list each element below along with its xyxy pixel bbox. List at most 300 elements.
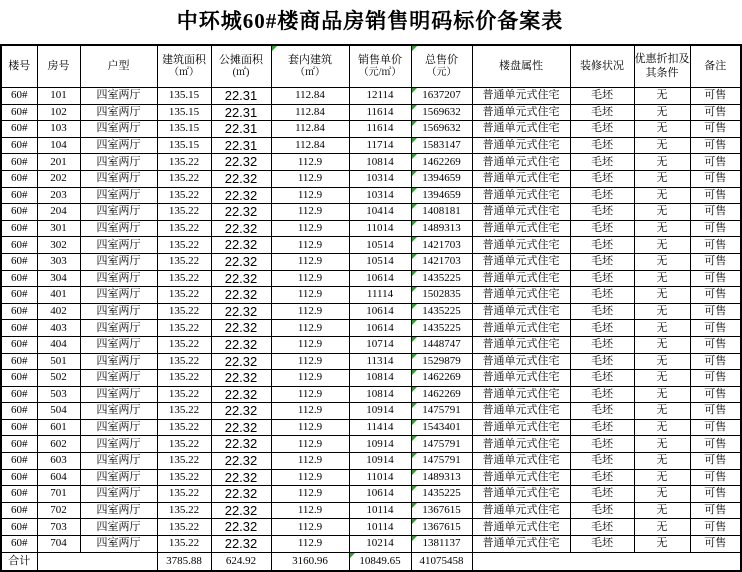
cell-unit-price[interactable]: 10614 <box>349 270 411 287</box>
cell-building[interactable]: 60# <box>1 419 37 436</box>
cell-room[interactable]: 101 <box>37 88 80 105</box>
cell-unit-price[interactable]: 11614 <box>349 104 411 121</box>
cell-unit-price[interactable]: 10914 <box>349 403 411 420</box>
total-area-cell[interactable]: 3785.88 <box>157 552 211 571</box>
cell-unit-price[interactable]: 10114 <box>349 502 411 519</box>
cell-area[interactable]: 135.22 <box>157 303 211 320</box>
cell-room[interactable]: 603 <box>37 453 80 470</box>
cell-discount[interactable]: 无 <box>634 303 690 320</box>
cell-decoration[interactable]: 毛坯 <box>570 287 634 304</box>
cell-area[interactable]: 135.15 <box>157 104 211 121</box>
cell-inner-area[interactable]: 112.9 <box>271 253 349 270</box>
cell-inner-area[interactable]: 112.84 <box>271 137 349 154</box>
cell-decoration[interactable]: 毛坯 <box>570 336 634 353</box>
cell-discount[interactable]: 无 <box>634 253 690 270</box>
cell-shared-area[interactable]: 22.32 <box>211 386 271 403</box>
cell-area[interactable]: 135.22 <box>157 453 211 470</box>
cell-property-type[interactable]: 普通单元式住宅 <box>472 486 570 503</box>
cell-unit-price[interactable]: 11614 <box>349 121 411 138</box>
cell-total-price[interactable]: 1543401 <box>411 419 472 436</box>
cell-decoration[interactable]: 毛坯 <box>570 469 634 486</box>
cell-unit-price[interactable]: 10314 <box>349 187 411 204</box>
cell-remark[interactable]: 可售 <box>690 187 741 204</box>
cell-remark[interactable]: 可售 <box>690 137 741 154</box>
cell-property-type[interactable]: 普通单元式住宅 <box>472 220 570 237</box>
cell-area[interactable]: 135.22 <box>157 536 211 553</box>
column-header-unit-price[interactable] <box>349 45 411 88</box>
cell-shared-area[interactable]: 22.31 <box>211 104 271 121</box>
cell-unit-price[interactable]: 11014 <box>349 469 411 486</box>
cell-property-type[interactable]: 普通单元式住宅 <box>472 403 570 420</box>
cell-room[interactable]: 102 <box>37 104 80 121</box>
cell-shared-area[interactable]: 22.32 <box>211 353 271 370</box>
cell-unit-price[interactable]: 10514 <box>349 237 411 254</box>
cell-inner-area[interactable]: 112.9 <box>271 370 349 387</box>
cell-total-price[interactable]: 1421703 <box>411 253 472 270</box>
cell-discount[interactable]: 无 <box>634 469 690 486</box>
cell-discount[interactable]: 无 <box>634 453 690 470</box>
cell-inner-area[interactable]: 112.9 <box>271 187 349 204</box>
cell-remark[interactable]: 可售 <box>690 104 741 121</box>
cell-inner-area[interactable]: 112.9 <box>271 536 349 553</box>
cell-remark[interactable]: 可售 <box>690 502 741 519</box>
cell-area[interactable]: 135.22 <box>157 386 211 403</box>
cell-property-type[interactable]: 普通单元式住宅 <box>472 137 570 154</box>
cell-area[interactable]: 135.22 <box>157 237 211 254</box>
cell-shared-area[interactable]: 22.31 <box>211 137 271 154</box>
cell-room[interactable]: 704 <box>37 536 80 553</box>
cell-discount[interactable]: 无 <box>634 336 690 353</box>
cell-building[interactable]: 60# <box>1 303 37 320</box>
cell-property-type[interactable]: 普通单元式住宅 <box>472 386 570 403</box>
cell-total-price[interactable]: 1569632 <box>411 104 472 121</box>
cell-inner-area[interactable]: 112.84 <box>271 88 349 105</box>
cell-property-type[interactable]: 普通单元式住宅 <box>472 287 570 304</box>
cell-remark[interactable]: 可售 <box>690 270 741 287</box>
column-header-inner-area[interactable] <box>271 45 349 88</box>
cell-decoration[interactable]: 毛坯 <box>570 137 634 154</box>
cell-unit-price[interactable]: 11114 <box>349 287 411 304</box>
cell-decoration[interactable]: 毛坯 <box>570 502 634 519</box>
cell-unit-price[interactable]: 10514 <box>349 253 411 270</box>
cell-room[interactable]: 702 <box>37 502 80 519</box>
cell-area[interactable]: 135.22 <box>157 336 211 353</box>
column-header-building[interactable] <box>1 45 37 88</box>
cell-decoration[interactable]: 毛坯 <box>570 88 634 105</box>
cell-area[interactable]: 135.22 <box>157 353 211 370</box>
cell-total-price[interactable]: 1435225 <box>411 320 472 337</box>
cell-layout[interactable]: 四室两厅 <box>80 519 157 536</box>
cell-decoration[interactable]: 毛坯 <box>570 403 634 420</box>
cell-layout[interactable]: 四室两厅 <box>80 336 157 353</box>
cell-area[interactable]: 135.22 <box>157 370 211 387</box>
cell-shared-area[interactable]: 22.32 <box>211 469 271 486</box>
cell-building[interactable]: 60# <box>1 121 37 138</box>
cell-decoration[interactable]: 毛坯 <box>570 519 634 536</box>
cell-area[interactable]: 135.22 <box>157 270 211 287</box>
cell-area[interactable]: 135.15 <box>157 88 211 105</box>
cell-room[interactable]: 501 <box>37 353 80 370</box>
cell-room[interactable]: 203 <box>37 187 80 204</box>
cell-shared-area[interactable]: 22.32 <box>211 336 271 353</box>
cell-shared-area[interactable]: 22.32 <box>211 253 271 270</box>
cell-building[interactable]: 60# <box>1 170 37 187</box>
cell-property-type[interactable]: 普通单元式住宅 <box>472 469 570 486</box>
cell-layout[interactable]: 四室两厅 <box>80 88 157 105</box>
cell-decoration[interactable]: 毛坯 <box>570 170 634 187</box>
cell-unit-price[interactable]: 10314 <box>349 170 411 187</box>
cell-discount[interactable]: 无 <box>634 502 690 519</box>
cell-shared-area[interactable]: 22.32 <box>211 204 271 221</box>
cell-unit-price[interactable]: 10914 <box>349 453 411 470</box>
cell-remark[interactable]: 可售 <box>690 436 741 453</box>
cell-remark[interactable]: 可售 <box>690 486 741 503</box>
cell-area[interactable]: 135.22 <box>157 436 211 453</box>
cell-inner-area[interactable]: 112.9 <box>271 353 349 370</box>
cell-area[interactable]: 135.15 <box>157 137 211 154</box>
cell-remark[interactable]: 可售 <box>690 370 741 387</box>
cell-decoration[interactable]: 毛坯 <box>570 353 634 370</box>
column-header-remark[interactable] <box>690 45 741 88</box>
cell-discount[interactable]: 无 <box>634 436 690 453</box>
cell-remark[interactable]: 可售 <box>690 237 741 254</box>
cell-discount[interactable]: 无 <box>634 121 690 138</box>
cell-discount[interactable]: 无 <box>634 287 690 304</box>
cell-remark[interactable]: 可售 <box>690 287 741 304</box>
cell-layout[interactable]: 四室两厅 <box>80 370 157 387</box>
cell-inner-area[interactable]: 112.9 <box>271 237 349 254</box>
cell-inner-area[interactable]: 112.9 <box>271 154 349 171</box>
cell-shared-area[interactable]: 22.32 <box>211 370 271 387</box>
cell-area[interactable]: 135.22 <box>157 486 211 503</box>
cell-area[interactable]: 135.22 <box>157 170 211 187</box>
cell-layout[interactable]: 四室两厅 <box>80 502 157 519</box>
cell-shared-area[interactable]: 22.31 <box>211 121 271 138</box>
cell-room[interactable]: 302 <box>37 237 80 254</box>
cell-room[interactable]: 503 <box>37 386 80 403</box>
cell-discount[interactable]: 无 <box>634 519 690 536</box>
cell-layout[interactable]: 四室两厅 <box>80 386 157 403</box>
cell-layout[interactable]: 四室两厅 <box>80 303 157 320</box>
cell-layout[interactable]: 四室两厅 <box>80 154 157 171</box>
cell-property-type[interactable]: 普通单元式住宅 <box>472 336 570 353</box>
column-header-total-price[interactable] <box>411 45 472 88</box>
cell-layout[interactable]: 四室两厅 <box>80 536 157 553</box>
cell-room[interactable]: 202 <box>37 170 80 187</box>
cell-building[interactable]: 60# <box>1 453 37 470</box>
cell-remark[interactable]: 可售 <box>690 403 741 420</box>
cell-shared-area[interactable]: 22.32 <box>211 170 271 187</box>
cell-room[interactable]: 602 <box>37 436 80 453</box>
cell-discount[interactable]: 无 <box>634 419 690 436</box>
cell-decoration[interactable]: 毛坯 <box>570 320 634 337</box>
cell-area[interactable]: 135.22 <box>157 320 211 337</box>
cell-property-type[interactable]: 普通单元式住宅 <box>472 419 570 436</box>
cell-decoration[interactable]: 毛坯 <box>570 270 634 287</box>
cell-inner-area[interactable]: 112.84 <box>271 121 349 138</box>
cell-room[interactable]: 703 <box>37 519 80 536</box>
cell-shared-area[interactable]: 22.32 <box>211 453 271 470</box>
cell-property-type[interactable]: 普通单元式住宅 <box>472 502 570 519</box>
cell-building[interactable]: 60# <box>1 154 37 171</box>
cell-decoration[interactable]: 毛坯 <box>570 536 634 553</box>
cell-decoration[interactable]: 毛坯 <box>570 386 634 403</box>
cell-total-price[interactable]: 1435225 <box>411 270 472 287</box>
cell-property-type[interactable]: 普通单元式住宅 <box>472 121 570 138</box>
cell-property-type[interactable]: 普通单元式住宅 <box>472 154 570 171</box>
cell-building[interactable]: 60# <box>1 187 37 204</box>
cell-unit-price[interactable]: 11714 <box>349 137 411 154</box>
cell-building[interactable]: 60# <box>1 353 37 370</box>
cell-area[interactable]: 135.22 <box>157 204 211 221</box>
cell-building[interactable]: 60# <box>1 519 37 536</box>
cell-inner-area[interactable]: 112.9 <box>271 486 349 503</box>
cell-layout[interactable]: 四室两厅 <box>80 237 157 254</box>
cell-decoration[interactable]: 毛坯 <box>570 436 634 453</box>
cell-remark[interactable]: 可售 <box>690 386 741 403</box>
cell-discount[interactable]: 无 <box>634 270 690 287</box>
cell-remark[interactable]: 可售 <box>690 536 741 553</box>
cell-shared-area[interactable]: 22.32 <box>211 270 271 287</box>
cell-inner-area[interactable]: 112.9 <box>271 469 349 486</box>
cell-room[interactable]: 204 <box>37 204 80 221</box>
cell-inner-area[interactable]: 112.9 <box>271 436 349 453</box>
cell-building[interactable]: 60# <box>1 386 37 403</box>
cell-unit-price[interactable]: 10914 <box>349 436 411 453</box>
cell-inner-area[interactable]: 112.9 <box>271 287 349 304</box>
total-shared-area-cell[interactable]: 624.92 <box>211 552 271 571</box>
cell-unit-price[interactable]: 10414 <box>349 204 411 221</box>
cell-unit-price[interactable]: 10114 <box>349 519 411 536</box>
cell-total-price[interactable]: 1529879 <box>411 353 472 370</box>
cell-total-price[interactable]: 1367615 <box>411 502 472 519</box>
cell-room[interactable]: 201 <box>37 154 80 171</box>
cell-remark[interactable]: 可售 <box>690 469 741 486</box>
cell-shared-area[interactable]: 22.32 <box>211 519 271 536</box>
cell-shared-area[interactable]: 22.32 <box>211 303 271 320</box>
cell-room[interactable]: 402 <box>37 303 80 320</box>
cell-inner-area[interactable]: 112.9 <box>271 170 349 187</box>
cell-decoration[interactable]: 毛坯 <box>570 237 634 254</box>
total-merged-empty-cell[interactable] <box>37 552 157 571</box>
cell-discount[interactable]: 无 <box>634 536 690 553</box>
cell-unit-price[interactable]: 11014 <box>349 220 411 237</box>
cell-total-price[interactable]: 1475791 <box>411 436 472 453</box>
cell-property-type[interactable]: 普通单元式住宅 <box>472 453 570 470</box>
cell-property-type[interactable]: 普通单元式住宅 <box>472 88 570 105</box>
cell-property-type[interactable]: 普通单元式住宅 <box>472 204 570 221</box>
cell-remark[interactable]: 可售 <box>690 154 741 171</box>
cell-layout[interactable]: 四室两厅 <box>80 320 157 337</box>
cell-shared-area[interactable]: 22.32 <box>211 320 271 337</box>
cell-inner-area[interactable]: 112.9 <box>271 502 349 519</box>
cell-decoration[interactable]: 毛坯 <box>570 486 634 503</box>
cell-inner-area[interactable]: 112.84 <box>271 104 349 121</box>
cell-discount[interactable]: 无 <box>634 403 690 420</box>
cell-property-type[interactable]: 普通单元式住宅 <box>472 436 570 453</box>
cell-total-price[interactable]: 1421703 <box>411 237 472 254</box>
cell-unit-price[interactable]: 10614 <box>349 320 411 337</box>
cell-discount[interactable]: 无 <box>634 237 690 254</box>
cell-discount[interactable]: 无 <box>634 320 690 337</box>
cell-total-price[interactable]: 1435225 <box>411 486 472 503</box>
column-header-area[interactable] <box>157 45 211 88</box>
cell-layout[interactable]: 四室两厅 <box>80 287 157 304</box>
cell-shared-area[interactable]: 22.31 <box>211 88 271 105</box>
cell-layout[interactable]: 四室两厅 <box>80 187 157 204</box>
cell-inner-area[interactable]: 112.9 <box>271 419 349 436</box>
cell-remark[interactable]: 可售 <box>690 88 741 105</box>
cell-layout[interactable]: 四室两厅 <box>80 469 157 486</box>
total-inner-area-cell[interactable]: 3160.96 <box>271 552 349 571</box>
total-right-empty-cell[interactable] <box>472 552 741 571</box>
cell-building[interactable]: 60# <box>1 237 37 254</box>
cell-shared-area[interactable]: 22.32 <box>211 187 271 204</box>
cell-building[interactable]: 60# <box>1 436 37 453</box>
cell-inner-area[interactable]: 112.9 <box>271 453 349 470</box>
cell-remark[interactable]: 可售 <box>690 336 741 353</box>
cell-discount[interactable]: 无 <box>634 370 690 387</box>
cell-area[interactable]: 135.22 <box>157 287 211 304</box>
cell-area[interactable]: 135.22 <box>157 187 211 204</box>
cell-discount[interactable]: 无 <box>634 486 690 503</box>
cell-shared-area[interactable]: 22.32 <box>211 536 271 553</box>
cell-layout[interactable]: 四室两厅 <box>80 137 157 154</box>
cell-layout[interactable]: 四室两厅 <box>80 453 157 470</box>
cell-inner-area[interactable]: 112.9 <box>271 336 349 353</box>
cell-remark[interactable]: 可售 <box>690 253 741 270</box>
cell-unit-price[interactable]: 10814 <box>349 154 411 171</box>
cell-unit-price[interactable]: 10814 <box>349 386 411 403</box>
cell-unit-price[interactable]: 10214 <box>349 536 411 553</box>
total-unit-price-cell[interactable]: 10849.65 <box>349 552 411 571</box>
cell-layout[interactable]: 四室两厅 <box>80 270 157 287</box>
cell-property-type[interactable]: 普通单元式住宅 <box>472 104 570 121</box>
cell-area[interactable]: 135.22 <box>157 419 211 436</box>
column-header-decoration[interactable] <box>570 45 634 88</box>
cell-decoration[interactable]: 毛坯 <box>570 453 634 470</box>
cell-room[interactable]: 404 <box>37 336 80 353</box>
cell-room[interactable]: 104 <box>37 137 80 154</box>
column-header-layout[interactable] <box>80 45 157 88</box>
cell-room[interactable]: 604 <box>37 469 80 486</box>
cell-layout[interactable]: 四室两厅 <box>80 403 157 420</box>
cell-shared-area[interactable]: 22.32 <box>211 502 271 519</box>
cell-property-type[interactable]: 普通单元式住宅 <box>472 353 570 370</box>
column-header-room[interactable] <box>37 45 80 88</box>
cell-layout[interactable]: 四室两厅 <box>80 121 157 138</box>
cell-total-price[interactable]: 1435225 <box>411 303 472 320</box>
cell-inner-area[interactable]: 112.9 <box>271 303 349 320</box>
cell-building[interactable]: 60# <box>1 88 37 105</box>
cell-shared-area[interactable]: 22.32 <box>211 486 271 503</box>
cell-inner-area[interactable]: 112.9 <box>271 220 349 237</box>
cell-building[interactable]: 60# <box>1 287 37 304</box>
cell-discount[interactable]: 无 <box>634 104 690 121</box>
cell-total-price[interactable]: 1462269 <box>411 154 472 171</box>
cell-building[interactable]: 60# <box>1 536 37 553</box>
cell-total-price[interactable]: 1569632 <box>411 121 472 138</box>
cell-inner-area[interactable]: 112.9 <box>271 386 349 403</box>
cell-inner-area[interactable]: 112.9 <box>271 519 349 536</box>
cell-discount[interactable]: 无 <box>634 386 690 403</box>
cell-building[interactable]: 60# <box>1 137 37 154</box>
cell-room[interactable]: 502 <box>37 370 80 387</box>
cell-inner-area[interactable]: 112.9 <box>271 320 349 337</box>
cell-shared-area[interactable]: 22.32 <box>211 287 271 304</box>
cell-layout[interactable]: 四室两厅 <box>80 353 157 370</box>
cell-area[interactable]: 135.22 <box>157 253 211 270</box>
cell-total-price[interactable]: 1475791 <box>411 403 472 420</box>
cell-property-type[interactable]: 普通单元式住宅 <box>472 303 570 320</box>
cell-inner-area[interactable]: 112.9 <box>271 204 349 221</box>
cell-shared-area[interactable]: 22.32 <box>211 403 271 420</box>
cell-inner-area[interactable]: 112.9 <box>271 403 349 420</box>
cell-building[interactable]: 60# <box>1 336 37 353</box>
cell-discount[interactable]: 无 <box>634 353 690 370</box>
cell-property-type[interactable]: 普通单元式住宅 <box>472 237 570 254</box>
cell-remark[interactable]: 可售 <box>690 121 741 138</box>
column-header-discount[interactable] <box>634 45 690 88</box>
cell-property-type[interactable]: 普通单元式住宅 <box>472 536 570 553</box>
cell-room[interactable]: 601 <box>37 419 80 436</box>
cell-decoration[interactable]: 毛坯 <box>570 220 634 237</box>
cell-room[interactable]: 701 <box>37 486 80 503</box>
cell-unit-price[interactable]: 11414 <box>349 419 411 436</box>
cell-building[interactable]: 60# <box>1 104 37 121</box>
cell-layout[interactable]: 四室两厅 <box>80 419 157 436</box>
cell-decoration[interactable]: 毛坯 <box>570 121 634 138</box>
cell-unit-price[interactable]: 11314 <box>349 353 411 370</box>
cell-decoration[interactable]: 毛坯 <box>570 303 634 320</box>
cell-property-type[interactable]: 普通单元式住宅 <box>472 253 570 270</box>
cell-room[interactable]: 304 <box>37 270 80 287</box>
cell-building[interactable]: 60# <box>1 270 37 287</box>
cell-layout[interactable]: 四室两厅 <box>80 220 157 237</box>
cell-property-type[interactable]: 普通单元式住宅 <box>472 320 570 337</box>
cell-discount[interactable]: 无 <box>634 170 690 187</box>
cell-total-price[interactable]: 1489313 <box>411 469 472 486</box>
cell-remark[interactable]: 可售 <box>690 519 741 536</box>
cell-layout[interactable]: 四室两厅 <box>80 170 157 187</box>
cell-area[interactable]: 135.22 <box>157 469 211 486</box>
cell-remark[interactable]: 可售 <box>690 353 741 370</box>
cell-room[interactable]: 303 <box>37 253 80 270</box>
cell-total-price[interactable]: 1637207 <box>411 88 472 105</box>
cell-total-price[interactable]: 1462269 <box>411 386 472 403</box>
cell-discount[interactable]: 无 <box>634 220 690 237</box>
cell-total-price[interactable]: 1475791 <box>411 453 472 470</box>
cell-building[interactable]: 60# <box>1 486 37 503</box>
cell-total-price[interactable]: 1408181 <box>411 204 472 221</box>
cell-area[interactable]: 135.22 <box>157 519 211 536</box>
cell-remark[interactable]: 可售 <box>690 204 741 221</box>
cell-decoration[interactable]: 毛坯 <box>570 370 634 387</box>
cell-layout[interactable]: 四室两厅 <box>80 253 157 270</box>
column-header-property-type[interactable] <box>472 45 570 88</box>
total-price-cell[interactable]: 41075458 <box>411 552 472 571</box>
cell-layout[interactable]: 四室两厅 <box>80 104 157 121</box>
cell-building[interactable]: 60# <box>1 320 37 337</box>
cell-decoration[interactable]: 毛坯 <box>570 187 634 204</box>
cell-room[interactable]: 401 <box>37 287 80 304</box>
cell-room[interactable]: 504 <box>37 403 80 420</box>
cell-decoration[interactable]: 毛坯 <box>570 154 634 171</box>
cell-unit-price[interactable]: 10814 <box>349 370 411 387</box>
cell-shared-area[interactable]: 22.32 <box>211 436 271 453</box>
cell-discount[interactable]: 无 <box>634 204 690 221</box>
cell-discount[interactable]: 无 <box>634 187 690 204</box>
